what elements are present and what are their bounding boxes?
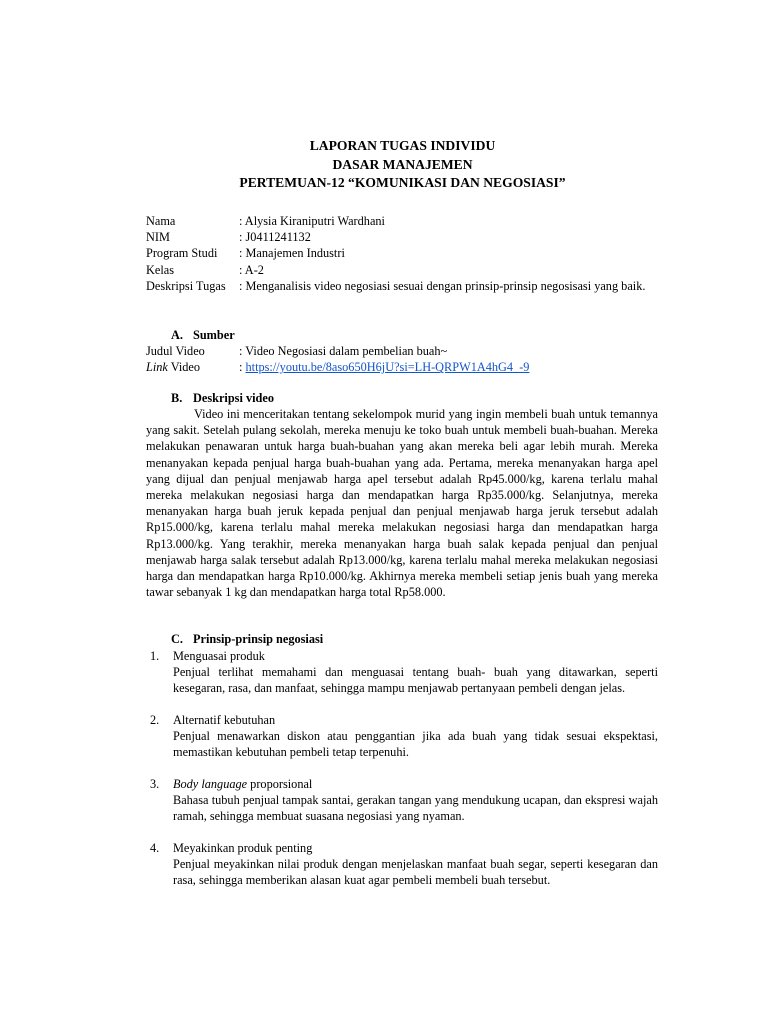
section-b-heading — [171, 390, 274, 406]
list-number: 3. — [150, 777, 160, 791]
section-a-title: Sumber — [193, 328, 235, 342]
document-title — [0, 137, 768, 193]
list-item-heading-italic: Body language — [173, 777, 248, 791]
info-row-kelas — [146, 262, 658, 278]
nim-label: NIM — [146, 230, 170, 245]
video-link[interactable]: https://youtu.be/8aso650H6jU?si=LH-QRPW1A4hG4_-9 — [245, 360, 530, 375]
link-label-rest: Video — [167, 360, 201, 375]
nim-value: : J0411241132 — [239, 230, 311, 245]
section-b-title: Deskripsi video — [193, 391, 274, 405]
section-a-letter: A. — [171, 328, 183, 342]
list-item-heading: Meyakinkan produk penting — [173, 841, 313, 855]
list-item — [146, 712, 658, 761]
section-c-heading — [171, 631, 323, 647]
list-item-heading — [173, 776, 658, 792]
list-item-heading: Alternatif kebutuhan — [173, 713, 276, 727]
link-label — [146, 359, 239, 375]
title-line-2: DASAR MANAJEMEN — [332, 156, 473, 172]
title-line-3: PERTEMUAN-12 “KOMUNIKASI DAN NEGOSIASI” — [239, 175, 566, 190]
link-label-italic: Link — [146, 360, 168, 375]
kelas-label: Kelas — [146, 262, 174, 277]
section-a-heading — [171, 327, 235, 343]
student-info — [146, 213, 658, 294]
link-colon: : — [239, 360, 246, 375]
link-row — [146, 359, 658, 375]
list-item-text: Penjual terlihat memahami dan menguasai tentang buah- buah yang ditawarkan, seperti kesegaran, rasa, dan manfaat, sehingga mampu menjawab pertanyaan pembeli dengan jelas. — [173, 665, 658, 696]
list-number: 1. — [150, 649, 160, 663]
judul-label: Judul Video — [146, 344, 205, 358]
source-info — [146, 343, 658, 375]
description-paragraph: Video ini menceritakan tentang sekelompok murid yang ingin membeli buah untuk temannya yang sakit. Setelah pulang sekolah, mereka menuju ke toko buah untuk membeli buah-buahan. Mereka melakukan penawaran untuk harga buah-buahan yang akan mereka beli agar lebih murah. Mereka menanyakan kepada penjual harga buah-buahan yang ada. Pertama, mereka menanyakan harga apel yang dijual dan penjual menjawab harga apel tersebut adalah Rp45.000/kg, karena terlalu mahal mereka melakukan negosiasi harga dan mendapatkan harga Rp35.000/kg. Selanjutnya, mereka menanyakan harga buah jeruk kepada penjual dan penjual menjawab harga jeruk tersebut adalah Rp15.000/kg, karena terlalu mahal mereka melakukan negosiasi harga dan mendapatkan harga Rp13.000/kg. Yang terakhir, mereka menanyakan harga buah salak kepada penjual dan penjual menjawab harga salak tersebut adalah Rp13.000/kg, karena terlalu mahal mereka melakukan negosiasi harga dan mendapatkan harga Rp10.000/kg. Akhirnya mereka membeli setiap jenis buah yang mereka tawar sebanyak 1 kg dan mendapatkan harga total Rp58.000. — [146, 407, 658, 600]
link-value — [239, 359, 658, 375]
kelas-value: : A-2 — [239, 262, 264, 277]
prodi-label: Program Studi — [146, 246, 218, 261]
list-item — [146, 776, 658, 825]
info-row-prodi — [146, 245, 658, 261]
list-item-text: Penjual menawarkan diskon atau penggantian jika ada buah yang tidak sesuai ekspektasi, memastikan kebutuhan pembeli tetap terpenuhi. — [173, 729, 658, 760]
nama-label: Nama — [146, 214, 176, 228]
info-row-nim — [146, 229, 658, 245]
nama-value: : Alysia Kiraniputri Wardhani — [239, 214, 385, 228]
list-number: 2. — [150, 713, 160, 727]
prodi-value: : Manajemen Industri — [239, 246, 345, 261]
list-item — [146, 648, 658, 697]
info-row-deskripsi — [146, 278, 658, 294]
section-c-title: Prinsip-prinsip negosiasi — [193, 632, 324, 646]
list-number: 4. — [150, 841, 160, 855]
info-row-nama — [146, 213, 658, 229]
judul-value: : Video Negosiasi dalam pembelian buah~ — [239, 344, 448, 358]
section-b-letter: B. — [171, 391, 183, 405]
judul-row — [146, 343, 658, 359]
list-item-heading: Menguasai produk — [173, 649, 265, 663]
title-line-1: LAPORAN TUGAS INDIVIDU — [309, 138, 496, 153]
deskripsi-label: Deskripsi Tugas — [146, 278, 226, 293]
list-item — [146, 840, 658, 889]
section-c-letter: C. — [171, 632, 183, 646]
deskripsi-value: : Menganalisis video negosiasi sesuai dengan prinsip-prinsip negosisasi yang baik. — [239, 278, 646, 293]
list-item-heading-rest: proporsional — [247, 777, 313, 791]
list-item-text: Penjual meyakinkan nilai produk dengan menjelaskan manfaat buah segar, seperti kesegaran dan rasa, sehingga memberikan alasan kuat agar pembeli membeli buah tersebut. — [173, 857, 658, 888]
video-description — [146, 406, 658, 600]
list-item-text: Bahasa tubuh penjual tampak santai, gerakan tangan yang mendukung ucapan, dan ekspresi wajah ramah, sehingga membuat suasana negosiasi yang nyaman. — [173, 793, 658, 824]
